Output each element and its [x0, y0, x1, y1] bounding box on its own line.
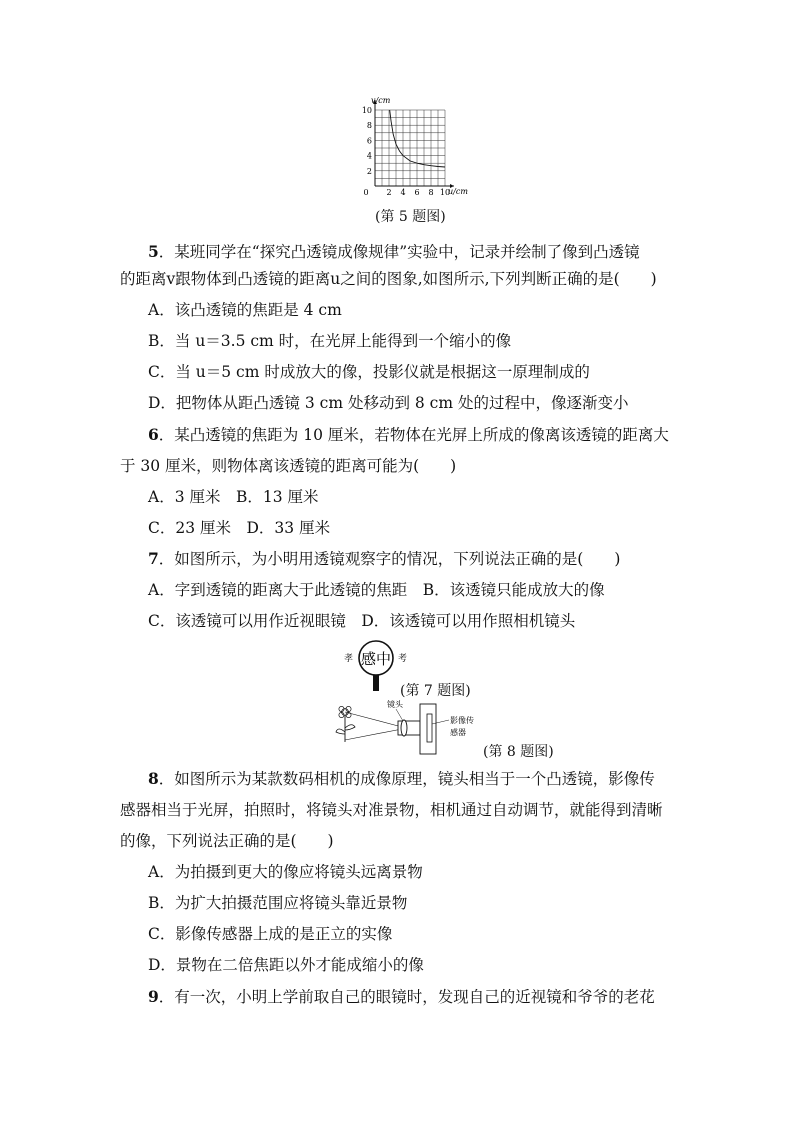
q9-number: 9: [148, 987, 159, 1006]
flower-icon: [336, 706, 355, 742]
y-axis-label: v/cm: [371, 96, 391, 105]
q8-option-a: A．为拍摄到更大的像应将镜头远离景物: [148, 863, 423, 881]
q8-number: 8: [148, 769, 159, 788]
q7-line-1: 7．如图所示，为小明用透镜观察字的情况，下列说法正确的是( ): [148, 549, 621, 568]
graph-axes: [373, 100, 454, 188]
q5-number: 5: [148, 242, 159, 261]
q6-number: 6: [148, 425, 159, 444]
x-tick-label: 0: [363, 188, 369, 197]
magnifier-handle-icon: [373, 675, 379, 691]
q8-option-c: C．影像传感器上成的是正立的实像: [148, 925, 393, 943]
y-tick-label: 10: [361, 106, 372, 115]
q7-options-cd: C．该透镜可以用作近视眼镜 D．该透镜可以用作照相机镜头: [148, 612, 576, 630]
q5-line-2: 的距离v跟物体到凸透镜的距离u之间的图象,如图所示,下列判断正确的是( ): [120, 270, 657, 288]
x-tick-label: 6: [414, 188, 420, 197]
q8-line-1: 8．如图所示为某款数码相机的成像原理，镜头相当于一个凸透镜，影像传: [148, 769, 655, 788]
lens-icon: [401, 720, 407, 736]
q6-options-cd: C．23 厘米 D．33 厘米: [148, 519, 331, 537]
q5-option-c: C．当 u＝5 cm 时成放大的像，投影仪就是根据这一原理制成的: [148, 363, 590, 381]
q9-line-1: 9．有一次，小明上学前取自己的眼镜时，发现自己的近视镜和爷爷的老花: [148, 987, 655, 1006]
x-tick-label: 2: [386, 188, 392, 197]
q8-line-2: 感器相当于光屏，拍照时，将镜头对准景物，相机通过自动调节，就能得到清晰: [120, 801, 663, 819]
x-tick-label: 8: [428, 188, 434, 197]
v-u-graph: [345, 90, 475, 202]
q6-line-2: 于 30 厘米，则物体离该透镜的距离可能为( ): [120, 457, 457, 475]
sensor-label-line-1: 影像传: [450, 716, 474, 725]
q6-line-1: 6．某凸透镜的焦距为 10 厘米，若物体在光屏上所成的像离该透镜的距离大: [148, 425, 669, 444]
q5-line-1: 5．某班同学在“探究凸透镜成像规律”实验中，记录并绘制了像到凸透镜: [148, 242, 640, 261]
sensor-label-line-2: 感器: [450, 728, 466, 737]
y-tick-label: 6: [366, 136, 372, 146]
q6-options-ab: A．3 厘米 B．13 厘米: [148, 488, 319, 506]
y-tick-label: 2: [366, 166, 372, 176]
figure-7-caption: (第 7 题图): [400, 683, 471, 699]
figure-8-caption: (第 8 题图): [483, 744, 554, 760]
right-character: 考: [398, 654, 408, 664]
magnified-characters: 感中: [360, 650, 392, 668]
figure-5-caption: (第 5 题图): [375, 209, 446, 225]
q7-options-ab: A．字到透镜的距离大于此透镜的焦距 B．该透镜只能成放大的像: [148, 581, 605, 599]
y-tick-label: 8: [366, 121, 372, 131]
q5-option-a: A．该凸透镜的焦距是 4 cm: [148, 301, 342, 319]
image-sensor: [427, 714, 432, 742]
q8-option-d: D．景物在二倍焦距以外才能成缩小的像: [148, 956, 424, 974]
x-tick-label: 10: [439, 188, 451, 197]
x-tick-label: 4: [400, 188, 406, 197]
left-character: 孝: [344, 654, 354, 664]
lens-label: 镜头: [387, 700, 403, 709]
q5-option-b: B．当 u＝3.5 cm 时，在光屏上能得到一个缩小的像: [148, 332, 512, 350]
q5-option-d: D．把物体从距凸透镜 3 cm 处移动到 8 cm 处的过程中，像逐渐变小: [148, 394, 629, 412]
y-tick-label: 4: [366, 151, 372, 161]
q7-number: 7: [148, 549, 159, 568]
q8-line-3: 的像，下列说法正确的是( ): [120, 832, 334, 850]
graph-grid: [375, 110, 445, 186]
x-axis-label: u/cm: [448, 187, 468, 196]
q8-option-b: B．为扩大拍摄范围应将镜头靠近景物: [148, 894, 408, 912]
v-u-curve: [390, 110, 445, 167]
